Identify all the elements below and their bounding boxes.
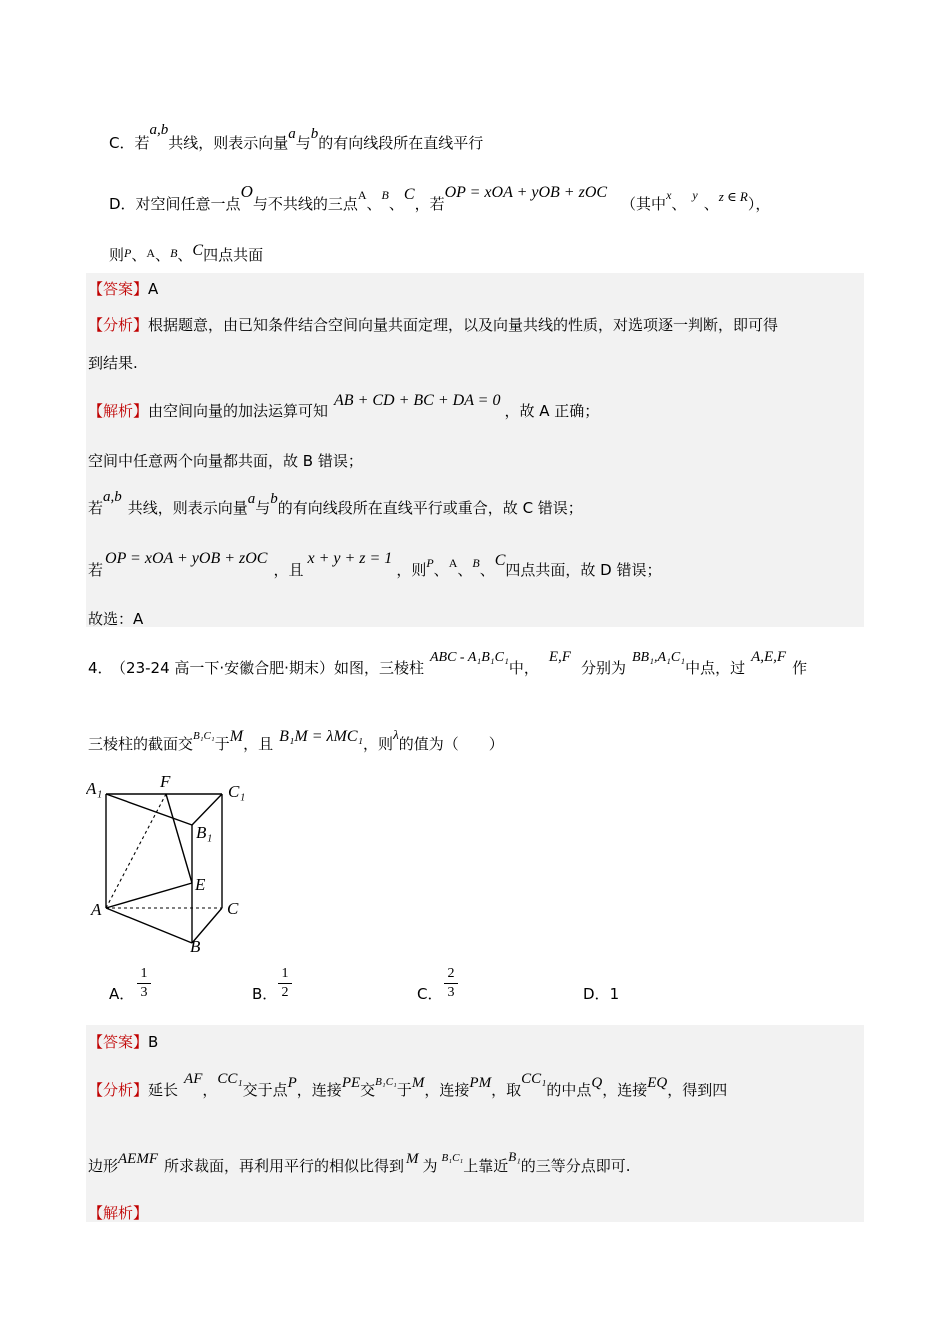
analysis-text: 根据题意，由已知条件结合空间向量共面定理，以及向量共线的性质，对选项逐一判断，即可得	[148, 316, 779, 334]
edge-ae	[106, 883, 192, 908]
text: 的中点	[546, 1081, 592, 1099]
edge-fe	[166, 794, 192, 883]
text: 则	[109, 246, 125, 264]
analysis-tag: 【分析】	[88, 1081, 149, 1099]
math-segments: BB₁,A₁C₁	[631, 650, 686, 665]
text: 与不共线的三点	[252, 195, 358, 213]
analysis-tag: 【分析】	[88, 316, 149, 334]
math-lambda: λ	[393, 727, 399, 742]
math-p: P	[426, 556, 434, 570]
text: 与	[295, 134, 311, 152]
question-4-line-2	[88, 727, 504, 754]
sep: 、	[457, 561, 473, 579]
math-c: C	[403, 186, 415, 203]
text: ，且	[243, 735, 274, 753]
option-d-label: D．	[583, 985, 610, 1003]
math-a: A	[146, 246, 156, 260]
math-cc1: CC₁	[521, 1071, 547, 1087]
text: 的有向线段所在直线平行或重合，故 C 错误；	[277, 499, 583, 517]
question-number: 4．	[88, 659, 113, 677]
edge-a1b1	[106, 794, 192, 825]
analysis-1	[88, 314, 778, 335]
text: 作	[792, 659, 808, 677]
text: 若	[88, 561, 104, 579]
solution-1-line-1	[88, 392, 600, 421]
answer-1	[88, 278, 158, 299]
question-source: （23-24 高一下·安徽合肥·期末）	[118, 659, 334, 677]
math-b: b	[310, 126, 319, 142]
math-eq: AB + CD + BC + DA = 0	[334, 392, 501, 409]
denominator: 3	[447, 985, 455, 1000]
edge-ab	[106, 908, 192, 943]
math-ab: a,b	[103, 489, 122, 505]
math-b1c1: B₁C₁	[375, 1076, 397, 1088]
answer-value: A	[148, 280, 159, 298]
math-b1: B₁	[508, 1149, 521, 1164]
option-d-line-1	[109, 182, 771, 214]
math-c: C	[494, 552, 506, 569]
text: 分别为	[580, 659, 626, 677]
math-b: B	[381, 188, 389, 202]
math-a: a	[288, 126, 296, 142]
math-aef: A,E,F	[751, 649, 787, 665]
text: 于	[214, 735, 230, 753]
text: 共线，则表示向量	[127, 499, 248, 517]
math-m: M	[406, 1151, 419, 1167]
math-ef: E,F	[548, 649, 571, 665]
math-eq: OP = xOA + yOB + zOC	[444, 184, 608, 201]
math-m: M	[229, 728, 244, 745]
math-a: a	[247, 491, 256, 507]
math-eq: OP = xOA + yOB + zOC	[105, 550, 268, 567]
text: 中，	[508, 659, 539, 677]
analysis-2-line-1	[88, 1071, 728, 1100]
label-b: B	[190, 937, 201, 956]
label-b1: B₁	[196, 823, 213, 842]
math-m: M	[411, 1075, 425, 1091]
label-e: E	[195, 875, 206, 894]
answer-2	[88, 1031, 158, 1052]
math-a: A	[448, 556, 458, 570]
option-c-label[interactable]: C．	[417, 985, 443, 1003]
edge-af-hidden	[106, 794, 166, 908]
text: 如图，三棱柱	[333, 659, 424, 677]
text: 四点共面，故 D 错误；	[505, 561, 662, 579]
text: 交于点	[242, 1081, 288, 1099]
text: 上靠近	[463, 1157, 509, 1175]
text: 若	[88, 499, 104, 517]
text: 于	[396, 1081, 412, 1099]
solution-1-line-4	[88, 550, 662, 580]
math-a: A	[357, 188, 367, 202]
sep: ，	[202, 1081, 218, 1099]
math-pm: PM	[469, 1075, 492, 1091]
label-f: F	[160, 772, 171, 791]
prism-figure	[86, 770, 266, 960]
math-c: C	[192, 242, 204, 259]
text: 由空间向量的加法运算可知	[148, 402, 329, 420]
solution-1-line-3	[88, 489, 583, 518]
math-pe: PE	[341, 1075, 361, 1091]
sep: 、	[479, 561, 495, 579]
label-c1: C₁	[228, 782, 246, 801]
denominator: 3	[140, 985, 148, 1000]
text: 延长	[148, 1081, 179, 1099]
math-b1c1: B₁C₁	[193, 730, 215, 742]
text: ，取	[491, 1081, 522, 1099]
answer-value: B	[148, 1033, 159, 1051]
text: 交	[360, 1081, 376, 1099]
sep: 、	[388, 195, 404, 213]
math-b1c1: B₁C₁	[441, 1152, 464, 1164]
label-a: A	[91, 900, 102, 919]
numerator: 1	[281, 966, 289, 981]
text: 四点共面	[203, 246, 264, 264]
option-c-fraction	[444, 966, 458, 1001]
math-aemf: AEMF	[118, 1151, 158, 1167]
text: ，则	[363, 735, 394, 753]
option-a-label[interactable]: A．	[109, 985, 135, 1003]
text: ，连接	[424, 1081, 470, 1099]
option-b-label[interactable]: B．	[252, 985, 278, 1003]
text: ，且	[273, 561, 304, 579]
option-b-fraction	[278, 966, 292, 1001]
sep: 、	[177, 246, 193, 264]
question-4-line-1	[88, 649, 808, 678]
math-p: P	[124, 246, 132, 260]
math-eq: B₁M = λMC₁	[279, 728, 364, 745]
option-d-line-2	[109, 244, 263, 265]
numerator: 1	[140, 966, 148, 981]
option-d-value: 1	[609, 985, 620, 1003]
math-cc1: CC₁	[217, 1071, 243, 1087]
text: 边形	[88, 1157, 119, 1175]
math-b: b	[270, 491, 278, 507]
sep: 、	[671, 195, 687, 213]
math-prism: ABC - A₁B₁C₁	[429, 650, 509, 665]
text: ，则	[396, 561, 427, 579]
analysis-1-cont: 到结果.	[88, 354, 138, 372]
text: 为	[422, 1157, 438, 1175]
solution-1-line-5: 故选：A	[88, 610, 144, 628]
sep: 、	[155, 246, 171, 264]
math-b: B	[472, 556, 480, 570]
analysis-2-line-2	[88, 1149, 631, 1176]
option-d-label: D．对空间任意一点	[109, 195, 241, 213]
text: ，若	[414, 195, 445, 213]
sep: 、	[131, 246, 147, 264]
math-x: x	[666, 188, 672, 202]
sep: 、	[433, 561, 449, 579]
text: 共线，则表示向量	[168, 134, 289, 152]
math-q: Q	[591, 1075, 603, 1091]
text: ，连接	[296, 1081, 342, 1099]
denominator: 2	[281, 985, 289, 1000]
text: ），	[747, 195, 771, 213]
option-d[interactable]	[583, 983, 619, 1004]
math-eq: EQ	[647, 1075, 668, 1091]
math-p: P	[287, 1075, 297, 1091]
sep: 、	[366, 195, 382, 213]
edge-b1c1	[192, 794, 222, 825]
answer-block-2	[86, 1025, 864, 1222]
text: 的三等分点即可.	[520, 1157, 631, 1175]
text: 三棱柱的截面交	[88, 735, 194, 753]
option-c-line	[109, 122, 484, 153]
option-c-label: C．若	[109, 134, 150, 152]
text: 的有向线段所在直线平行	[318, 134, 484, 152]
numerator: 2	[447, 966, 455, 981]
answer-tag: 【答案】	[88, 280, 149, 298]
label-c: C	[227, 899, 239, 918]
math-eq: x + y + z = 1	[307, 550, 393, 567]
sep: 、	[703, 195, 719, 213]
math-o: O	[240, 182, 253, 201]
solution-1-line-2: 空间中任意两个向量都共面，故 B 错误；	[88, 452, 363, 470]
text: 所求裁面，再利用平行的相似比得到	[164, 1157, 405, 1175]
math-af: AF	[184, 1071, 203, 1087]
text: ，连接	[602, 1081, 648, 1099]
solution-tag: 【解析】	[88, 402, 149, 420]
text: ，得到四	[667, 1081, 728, 1099]
label-a1: A₁	[86, 779, 103, 798]
math-ab: a,b	[149, 122, 169, 138]
text: 与	[255, 499, 271, 517]
solution-2-tag: 【解析】	[88, 1204, 149, 1222]
text: （其中	[621, 195, 667, 213]
option-a-fraction	[137, 966, 151, 1001]
text: ，故 A 正确；	[504, 402, 600, 420]
math-y: y	[692, 188, 698, 202]
math-b: B	[170, 246, 178, 260]
math-z: z ∈ R	[718, 189, 748, 204]
text: 中点，过	[685, 659, 746, 677]
text: 的值为（ ）	[398, 735, 504, 753]
answer-tag: 【答案】	[88, 1033, 149, 1051]
